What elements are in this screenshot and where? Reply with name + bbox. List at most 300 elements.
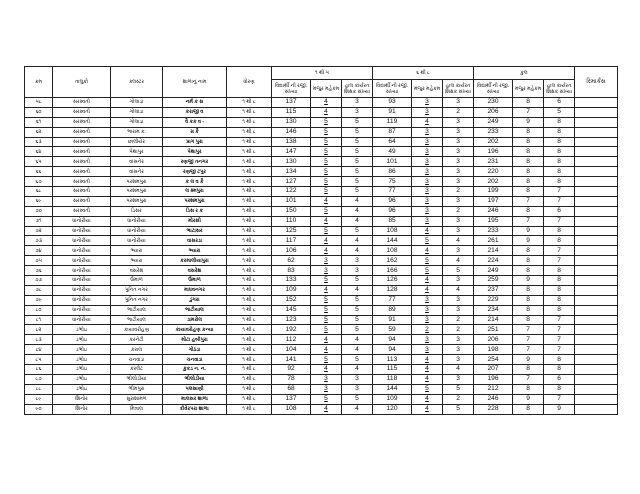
- cell-sanctioned-value: 4: [425, 286, 429, 294]
- cell-sanctioned: [311, 404, 342, 414]
- cell-sr: ૮૩: [25, 335, 53, 345]
- cell-cluster: વાંસનેર: [111, 157, 163, 167]
- cell-sanctioned-value: 4: [324, 365, 328, 373]
- cell-sr: ૬૫: [25, 157, 53, 167]
- cell-sanctioned-value: 4: [324, 286, 328, 294]
- cell-working: 8: [544, 137, 575, 147]
- table-row: [25, 325, 618, 335]
- table-row: [25, 335, 618, 345]
- cell-sanctioned-value: 4: [425, 227, 429, 235]
- cell-sanctioned-value: 5: [324, 118, 328, 126]
- table-row: [25, 226, 618, 236]
- cell-students: 119: [373, 117, 412, 127]
- cell-working: 2: [443, 107, 474, 117]
- cell-sanctioned: 8: [513, 137, 544, 147]
- cell-sr: ૭૬: [25, 266, 53, 276]
- cell-sanctioned: [311, 345, 342, 355]
- cell-sanctioned: 9: [513, 236, 544, 246]
- cell-sanctioned-value: 5: [324, 306, 328, 314]
- cell-sanctioned-value: 3: [425, 157, 429, 165]
- cell-taluka: સરસ્વતી: [53, 157, 111, 167]
- header-working: હાલ કાર્યરત શિક્ષક સંખ્યા: [443, 80, 474, 98]
- cell-sanctioned: 7: [513, 196, 544, 206]
- table-row: [25, 276, 618, 286]
- cell-students: 110: [272, 216, 311, 226]
- cell-sanctioned: [412, 98, 443, 108]
- cell-sanctioned-value: 5: [324, 187, 328, 195]
- cell-sanctioned-value: 5: [324, 147, 328, 155]
- cell-sanctioned: [412, 147, 443, 157]
- cell-sanctioned-value: 3: [425, 177, 429, 185]
- cell-sanctioned: [412, 345, 443, 355]
- cell-cluster: ભ્યારા: [111, 246, 163, 256]
- cell-sanctioned: [412, 365, 443, 375]
- cell-taluka: ધાનોરીયા: [53, 226, 111, 236]
- cell-sanctioned: 8: [513, 295, 544, 305]
- cell-std: ૧ થી ૮: [227, 266, 272, 276]
- cell-working: 5: [342, 167, 373, 177]
- table-row: [25, 196, 618, 206]
- table-body: [25, 98, 618, 415]
- cell-sr: ૭૩: [25, 236, 53, 246]
- cell-sanctioned: [412, 117, 443, 127]
- cell-sanctioned-value: 3: [425, 345, 429, 353]
- cell-std: ૧ થી ૮: [227, 325, 272, 335]
- cell-sanctioned: 8: [513, 365, 544, 375]
- cell-working: 4: [342, 365, 373, 375]
- cell-sanctioned-value: 5: [324, 167, 328, 175]
- table-row: [25, 384, 618, 394]
- cell-school: પ્રાગ પુરા: [163, 137, 227, 147]
- cell-school: મોટા હબીપુરા: [163, 335, 227, 345]
- cell-std: ૧ થી ૮: [227, 187, 272, 197]
- cell-working: 4: [342, 285, 373, 295]
- cell-taluka: સરસ્વતી: [53, 98, 111, 108]
- cell-sanctioned: [412, 137, 443, 147]
- cell-students: 228: [474, 404, 513, 414]
- cell-students: 249: [474, 266, 513, 276]
- cell-cluster: વાંસનેર: [111, 167, 163, 177]
- cell-taluka: ધાનોરીયા: [53, 256, 111, 266]
- cell-cluster: ડિસર: [111, 206, 163, 216]
- cell-students: 101: [272, 196, 311, 206]
- cell-working: 3: [443, 335, 474, 345]
- cell-working: 8: [544, 295, 575, 305]
- cell-students: 109: [373, 394, 412, 404]
- cell-sanctioned: [311, 315, 342, 325]
- cell-sanctioned: [412, 295, 443, 305]
- cell-school: ક લ વ કૈ: [163, 177, 227, 187]
- cell-sanctioned: [311, 365, 342, 375]
- cell-students: 137: [272, 394, 311, 404]
- header-sanctioned: મંજુર મહેકમ: [412, 80, 443, 98]
- cell-sanctioned: 7: [513, 107, 544, 117]
- cell-working: 7: [544, 187, 575, 197]
- cell-students: 106: [272, 246, 311, 256]
- cell-school: કરમાલીયાપુરા: [163, 256, 227, 266]
- cell-sanctioned: [412, 177, 443, 187]
- cell-sanctioned-value: 3: [425, 108, 429, 116]
- cell-sr: ૬૦: [25, 107, 53, 117]
- cell-sanctioned-value: 5: [324, 128, 328, 136]
- cell-working: 8: [544, 285, 575, 295]
- cell-school: કાયાવરોહણ કન્યા: [163, 325, 227, 335]
- cell-school: નર્મ ક સ: [163, 98, 227, 108]
- cell-sanctioned: [412, 236, 443, 246]
- table-row: [25, 355, 618, 365]
- cell-working: 5: [342, 117, 373, 127]
- cell-sanctioned: [412, 127, 443, 137]
- cell-working: 3: [443, 117, 474, 127]
- cell-sanctioned: [311, 157, 342, 167]
- cell-sanctioned-value: 4: [324, 405, 328, 413]
- cell-working: 2: [443, 206, 474, 216]
- cell-working: 5: [342, 147, 373, 157]
- cell-working: 4: [443, 256, 474, 266]
- cell-sanctioned-value: 5: [324, 316, 328, 324]
- cell-cluster: ગોલાડા: [111, 117, 163, 127]
- cell-sanctioned-value: 3: [425, 138, 429, 145]
- cell-sanctioned-value: 3: [425, 167, 429, 175]
- cell-school: મોરસી: [163, 216, 227, 226]
- cell-sr: ૮૬: [25, 365, 53, 375]
- cell-std: ૧ થી ૮: [227, 285, 272, 295]
- cell-sanctioned: 8: [513, 256, 544, 266]
- cell-std: ૧ થી ૮: [227, 305, 272, 315]
- cell-students: 115: [272, 107, 311, 117]
- cell-sanctioned: [412, 187, 443, 197]
- cell-sr: ૭૫: [25, 256, 53, 266]
- cell-std: ૧ થી ૮: [227, 404, 272, 414]
- cell-sanctioned: [412, 266, 443, 276]
- staff-statement-table-wrapper: [24, 66, 616, 415]
- cell-cluster: કરનેટી: [111, 335, 163, 345]
- cell-working: 4: [342, 236, 373, 246]
- table-row: [25, 305, 618, 315]
- cell-sanctioned: [412, 325, 443, 335]
- cell-students: 89: [373, 305, 412, 315]
- cell-working: 5: [443, 384, 474, 394]
- cell-cluster: ધાનોરીયા: [111, 236, 163, 246]
- cell-sanctioned-value: 5: [425, 256, 429, 264]
- cell-students: 96: [373, 196, 412, 206]
- cell-sanctioned-value: 4: [425, 355, 429, 363]
- cell-sanctioned-value: 5: [324, 227, 328, 235]
- cell-working: 8: [544, 355, 575, 365]
- cell-students: 133: [272, 276, 311, 286]
- header-cluster: ક્લસ્ટર: [111, 67, 163, 98]
- cell-working: 3: [443, 374, 474, 384]
- cell-working: 7: [544, 325, 575, 335]
- cell-working: 3: [443, 196, 474, 206]
- cell-working: 5: [342, 226, 373, 236]
- cell-taluka: ધાનોરીયા: [53, 216, 111, 226]
- cell-school: ડુંગરા: [163, 295, 227, 305]
- cell-students: 150: [272, 206, 311, 216]
- cell-students: 125: [272, 226, 311, 236]
- cell-sr: ૭૪: [25, 246, 53, 256]
- cell-sanctioned: 8: [513, 187, 544, 197]
- cell-remarks: [575, 285, 618, 295]
- cell-students: 91: [373, 315, 412, 325]
- cell-students: 109: [272, 285, 311, 295]
- cell-cluster: પરશમપુરા: [111, 196, 163, 206]
- cell-working: 3: [443, 127, 474, 137]
- cell-students: 195: [474, 216, 513, 226]
- cell-sr: ૭૯: [25, 295, 53, 305]
- table-row: [25, 256, 618, 266]
- cell-remarks: [575, 355, 618, 365]
- cell-working: 5: [342, 325, 373, 335]
- cell-taluka: સરસ્વતી: [53, 187, 111, 197]
- cell-std: ૧ થી ૮: [227, 167, 272, 177]
- table-row: [25, 167, 618, 177]
- cell-sr: ૬૩: [25, 137, 53, 147]
- cell-sanctioned-value: 3: [324, 266, 328, 274]
- cell-school: કુકડ ન. ન.: [163, 365, 227, 375]
- cell-sanctioned-value: 4: [425, 118, 429, 126]
- cell-sanctioned: 8: [513, 147, 544, 157]
- table-row: [25, 394, 618, 404]
- cell-sanctioned-value: 5: [324, 138, 328, 145]
- cell-remarks: [575, 374, 618, 384]
- cell-students: 233: [474, 127, 513, 137]
- cell-taluka: સરસ્વતી: [53, 196, 111, 206]
- cell-students: 199: [474, 187, 513, 197]
- cell-school: ભીલોડીયા: [163, 374, 227, 384]
- cell-cluster: ભીમપુરા: [111, 384, 163, 394]
- cell-sr: ૮૮: [25, 384, 53, 394]
- cell-students: 207: [474, 365, 513, 375]
- cell-remarks: [575, 315, 618, 325]
- cell-students: 233: [474, 226, 513, 236]
- cell-working: 3: [443, 147, 474, 157]
- cell-working: 5: [342, 127, 373, 137]
- cell-taluka: ડભોઇ: [53, 374, 111, 384]
- cell-students: 130: [272, 157, 311, 167]
- cell-sr: ૯૦: [25, 404, 53, 414]
- cell-working: 8: [544, 305, 575, 315]
- cell-remarks: [575, 147, 618, 157]
- cell-students: 141: [272, 355, 311, 365]
- cell-cluster: કરાલ: [111, 345, 163, 355]
- cell-sanctioned-value: 3: [425, 306, 429, 314]
- cell-remarks: [575, 305, 618, 315]
- cell-remarks: [575, 157, 618, 167]
- cell-sanctioned: [311, 276, 342, 286]
- cell-std: ૧ થી ૮: [227, 295, 272, 305]
- cell-cluster: મિત્રાલ: [111, 404, 163, 414]
- cell-sr: ૭૮: [25, 285, 53, 295]
- table-row: [25, 266, 618, 276]
- cell-taluka: ધાનોરીયા: [53, 246, 111, 256]
- cell-taluka: ધાનોરીયા: [53, 295, 111, 305]
- cell-students: 108: [373, 246, 412, 256]
- cell-students: 152: [272, 295, 311, 305]
- cell-remarks: [575, 404, 618, 414]
- cell-remarks: [575, 216, 618, 226]
- cell-std: ૧ થી ૮: [227, 256, 272, 266]
- cell-working: 4: [342, 216, 373, 226]
- header-group-total: કુલ: [474, 67, 575, 80]
- cell-remarks: [575, 266, 618, 276]
- cell-std: ૧ થી ૮: [227, 394, 272, 404]
- cell-working: 3: [443, 98, 474, 108]
- cell-sanctioned: [412, 276, 443, 286]
- cell-cluster: પેથાપુર: [111, 147, 163, 157]
- cell-working: 4: [443, 285, 474, 295]
- cell-school: પરશમપુરા: [163, 196, 227, 206]
- cell-sanctioned: [311, 285, 342, 295]
- cell-std: ૧ થી ૮: [227, 177, 272, 187]
- cell-students: 138: [272, 137, 311, 147]
- cell-sanctioned: [412, 167, 443, 177]
- cell-working: 8: [544, 177, 575, 187]
- cell-taluka: ધાનોરીયા: [53, 315, 111, 325]
- cell-std: ૧ થી ૮: [227, 137, 272, 147]
- table-row: [25, 157, 618, 167]
- cell-students: 147: [272, 147, 311, 157]
- header-group-1-5: ૧ થી ૫: [272, 67, 373, 80]
- cell-students: 77: [373, 187, 412, 197]
- cell-sanctioned-value: 2: [425, 325, 429, 333]
- cell-working: 5: [443, 404, 474, 414]
- cell-school: પલસાણી: [163, 384, 227, 394]
- cell-cluster: છાલીયેર: [111, 137, 163, 147]
- cell-students: 234: [474, 305, 513, 315]
- cell-sanctioned-value: 4: [425, 375, 429, 383]
- table-row: [25, 365, 618, 375]
- cell-sanctioned-value: 5: [324, 207, 328, 215]
- cell-cluster: કરલેટ: [111, 365, 163, 375]
- cell-students: 120: [373, 404, 412, 414]
- table-row: [25, 98, 618, 108]
- cell-working: 3: [342, 107, 373, 117]
- cell-students: 206: [474, 335, 513, 345]
- cell-std: ૧ થી ૮: [227, 345, 272, 355]
- cell-working: 8: [544, 266, 575, 276]
- cell-sanctioned-value: 5: [324, 325, 328, 333]
- cell-sanctioned: [412, 305, 443, 315]
- cell-working: 3: [443, 137, 474, 147]
- table-row: [25, 117, 618, 127]
- cell-working: 3: [342, 384, 373, 394]
- cell-students: 78: [272, 374, 311, 384]
- cell-working: 3: [443, 305, 474, 315]
- staff-statement-table: [24, 66, 618, 415]
- cell-sr: ૭૨: [25, 226, 53, 236]
- cell-working: 8: [544, 236, 575, 246]
- cell-school: માધવનગર: [163, 285, 227, 295]
- cell-taluka: સરસ્વતી: [53, 107, 111, 117]
- cell-school: ભાટીયાલ: [163, 305, 227, 315]
- cell-sanctioned: [412, 196, 443, 206]
- cell-sanctioned: 8: [513, 167, 544, 177]
- cell-working: 5: [342, 295, 373, 305]
- cell-sanctioned-value: 4: [425, 246, 429, 254]
- cell-working: 6: [544, 374, 575, 384]
- cell-remarks: [575, 98, 618, 108]
- cell-sanctioned: [311, 177, 342, 187]
- cell-sanctioned-value: 5: [324, 395, 328, 403]
- cell-sanctioned-value: 3: [425, 296, 429, 304]
- cell-students: 62: [272, 256, 311, 266]
- cell-cluster: ભાટીયાલ: [111, 305, 163, 315]
- cell-working: 8: [544, 127, 575, 137]
- header-school: શાળાનું નામ: [163, 67, 227, 98]
- table-row: [25, 246, 618, 256]
- cell-sanctioned-value: 5: [324, 276, 328, 284]
- cell-taluka: શિનોર: [53, 404, 111, 414]
- cell-students: 230: [474, 98, 513, 108]
- cell-working: 5: [342, 137, 373, 147]
- cell-students: 198: [474, 345, 513, 355]
- cell-working: 3: [342, 98, 373, 108]
- cell-students: 130: [272, 117, 311, 127]
- cell-sanctioned: [412, 315, 443, 325]
- header-std: ધોરણ: [227, 67, 272, 98]
- cell-students: 246: [474, 394, 513, 404]
- cell-working: 3: [443, 167, 474, 177]
- cell-working: 3: [342, 374, 373, 384]
- cell-sr: ૮૪: [25, 345, 53, 355]
- cell-working: 3: [443, 355, 474, 365]
- cell-taluka: ડભોઇ: [53, 325, 111, 335]
- cell-students: 92: [272, 365, 311, 375]
- cell-students: 101: [373, 157, 412, 167]
- header-sanctioned: મંજુર મહેકમ: [513, 80, 544, 98]
- table-row: [25, 216, 618, 226]
- cell-sanctioned: 8: [513, 98, 544, 108]
- cell-students: 261: [474, 236, 513, 246]
- cell-remarks: [575, 256, 618, 266]
- cell-working: 3: [443, 295, 474, 305]
- cell-students: 254: [474, 355, 513, 365]
- cell-sr: ૬૪: [25, 147, 53, 157]
- cell-working: 5: [544, 107, 575, 117]
- cell-working: 2: [443, 315, 474, 325]
- cell-sanctioned: [311, 216, 342, 226]
- header-working: હાલ કાર્યરત શિક્ષક સંખ્યા: [342, 80, 373, 98]
- cell-school: રણજી તનગર: [163, 157, 227, 167]
- cell-sanctioned: [412, 394, 443, 404]
- cell-working: 8: [544, 117, 575, 127]
- cell-remarks: [575, 177, 618, 187]
- cell-std: ૧ થી ૮: [227, 127, 272, 137]
- cell-sanctioned-value: 3: [324, 375, 328, 383]
- cell-sanctioned: [311, 226, 342, 236]
- cell-cluster: ભારામ ક.: [111, 127, 163, 137]
- cell-students: 59: [373, 325, 412, 335]
- cell-students: 112: [272, 335, 311, 345]
- table-row: [25, 315, 618, 325]
- cell-working: 8: [544, 226, 575, 236]
- cell-sanctioned-value: 3: [324, 385, 328, 393]
- cell-cluster: ભીલોડીયા: [111, 374, 163, 384]
- cell-sr: ૭૦: [25, 206, 53, 216]
- cell-students: 83: [272, 266, 311, 276]
- table-row: [25, 236, 618, 246]
- cell-sanctioned: 8: [513, 246, 544, 256]
- header-working: હાલ કાર્યરત શિક્ષક સંખ્યા: [544, 80, 575, 98]
- cell-sanctioned-value: 4: [324, 345, 328, 353]
- cell-sr: ૭૭: [25, 276, 53, 286]
- cell-taluka: ધાનોરીયા: [53, 285, 111, 295]
- cell-taluka: ડભોઇ: [53, 335, 111, 345]
- cell-sanctioned: [311, 137, 342, 147]
- cell-students: 126: [373, 276, 412, 286]
- cell-students: 259: [474, 276, 513, 286]
